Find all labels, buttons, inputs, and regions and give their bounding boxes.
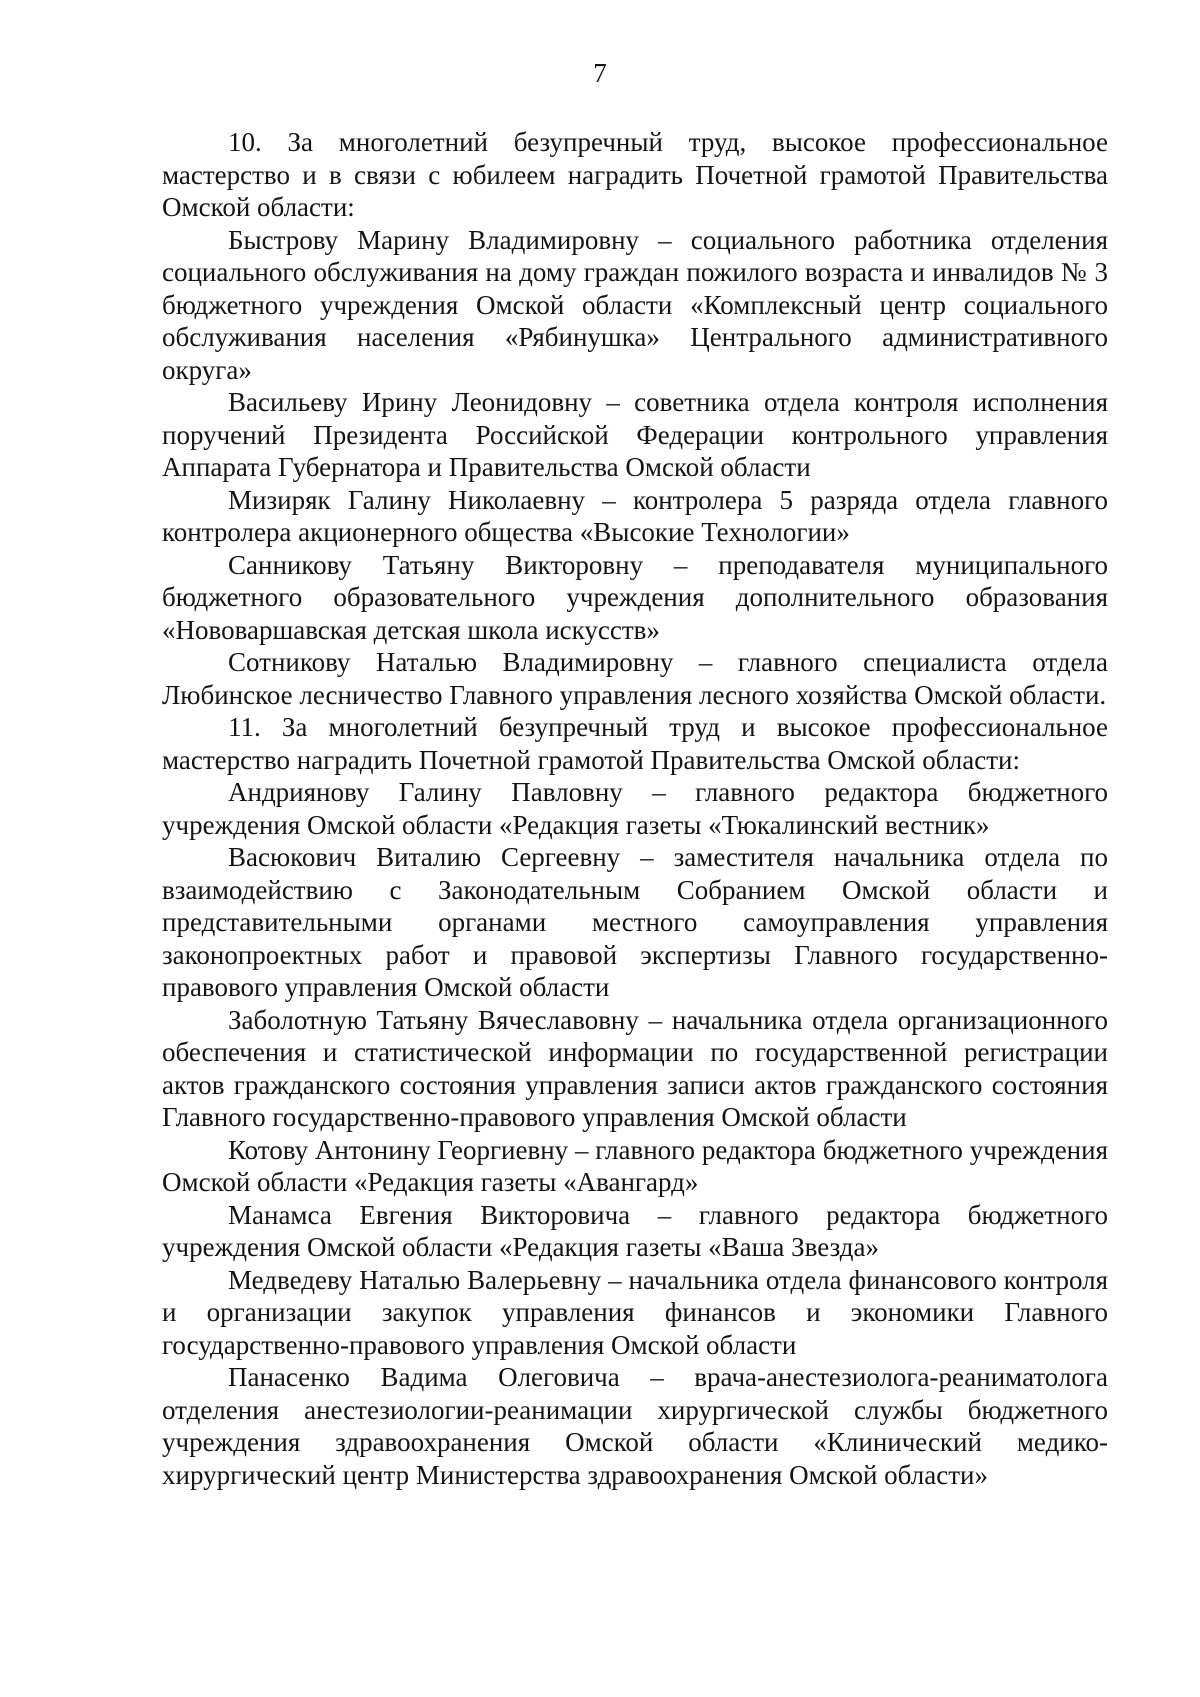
paragraph-vasyukovich: Васюкович Виталию Сергеевну – заместителя начальника отдела по взаимодействию с Законодательным Собранием Омской области и представительными органами местного самоуправления управления законопроектных работ и правовой экспертизы Главного государственно-правового управления Омской области — [162, 842, 1108, 1002]
paragraph-andriyanova: Андриянову Галину Павловну – главного редактора бюджетного учреждения Омской области «Редакция газеты «Тюкалинский вестник» — [162, 777, 1108, 840]
paragraph-bystrova: Быстрову Марину Владимировну – социального работника отделения социального обслуживания на дому граждан пожилого возраста и инвалидов № 3 бюджетного учреждения Омской области «Комплексный центр социального обслуживания населения «Рябинушка» Центрального административного округа» — [162, 224, 1108, 385]
paragraph-zabolotnaya: Заболотную Татьяну Вячеславовну – начальника отдела организационного обеспечения и статистической информации по государственной регистрации актов гражданского состояния управления записи актов гражданского состояния Главного государственно-правового управления Омской области — [162, 1004, 1108, 1132]
paragraph-manams: Манамса Евгения Викторовича – главного редактора бюджетного учреждения Омской области «Редакция газеты «Ваша Звезда» — [162, 1199, 1108, 1262]
paragraph-miziryak: Мизиряк Галину Николаевну – контролера 5 разряда отдела главного контролера акционерного общества «Высокие Технологии» — [162, 484, 1108, 547]
paragraph-kotova: Котову Антонину Георгиевну – главного редактора бюджетного учреждения Омской области «Редакция газеты «Авангард» — [162, 1134, 1108, 1197]
document-body — [162, 126, 1108, 1491]
page-number: 7 — [593, 58, 607, 88]
paragraph-sannikova: Санникову Татьяну Викторовну – преподавателя муниципального бюджетного образовательного учреждения дополнительного образования «Нововаршавская детская школа искусств» — [162, 549, 1108, 645]
paragraph-panasenko: Панасенко Вадима Олеговича – врача-анестезиолога-реаниматолога отделения анестезиологии-реанимации хирургической службы бюджетного учреждения здравоохранения Омской области «Клинический медико-хирургический центр Министерства здравоохранения Омской области» — [162, 1362, 1108, 1490]
paragraph-award-10-heading: 10. За многолетний безупречный труд, высокое профессиональное мастерство и в связи с юбилеем наградить Почетной грамотой Правительства Омской области: — [162, 127, 1108, 222]
paragraph-sotnikova: Сотникову Наталью Владимировну – главного специалиста отдела Любинское лесничество Главного управления лесного хозяйства Омской области. — [162, 647, 1108, 710]
paragraph-award-11-heading: 11. За многолетний безупречный труд и высокое профессиональное мастерство наградить Почетной грамотой Правительства Омской области: — [162, 712, 1108, 775]
paragraph-medvedeva: Медведеву Наталью Валерьевну – начальника отдела финансового контроля и организации закупок управления финансов и экономики Главного государственно-правового управления Омской области — [162, 1264, 1108, 1360]
paragraph-vasilyeva: Васильеву Ирину Леонидовну – советника отдела контроля исполнения поручений Президента Российской Федерации контрольного управления Аппарата Губернатора и Правительства Омской области — [162, 387, 1108, 482]
